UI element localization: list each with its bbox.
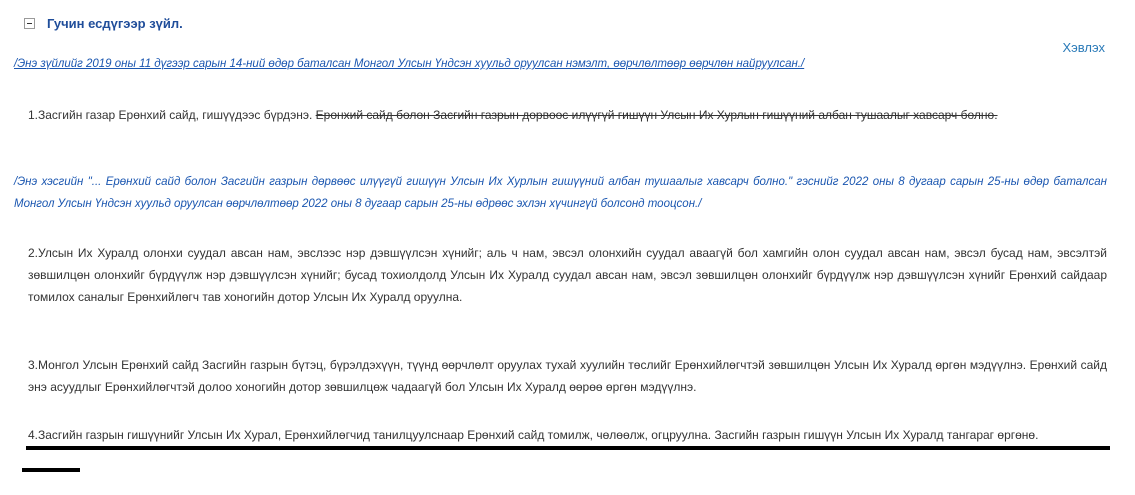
highlight-underline-short: [22, 468, 80, 472]
minus-icon[interactable]: [24, 18, 35, 29]
section-header: [24, 16, 183, 31]
print-link[interactable]: Хэвлэх: [1062, 40, 1105, 55]
clause-4: 4.Засгийн газрын гишүүнийг Улсын Их Хурал, Ерөнхийлөгчид танилцуулснаар Ерөнхий сайд томилж, чөлөөлж, огцруулна. Засгийн газрын гишүүн Улсын Их Хуралд тангараг өргөнө.: [28, 428, 1039, 442]
amendment-note: [14, 53, 1107, 75]
amendment-note-link[interactable]: /Энэ зүйлийг 2019 оны 11 дүгээр сарын 14-ний өдөр баталсан Монгол Улсын Үндсэн хуульд оруулсан нэмэлт, өөрчлөлтөөр өөрчлөн найруулсан./: [14, 58, 805, 70]
clause-1-struck-text: Ерөнхий сайд болон Засгийн газрын дөрвөөс илүүгүй гишүүн Улсын Их Хурлын гишүүний албан тушаалыг хавсарч болно.: [315, 108, 998, 122]
clause-1-text: 1.Засгийн газар Ерөнхий сайд, гишүүдээс бүрдэнэ.: [28, 108, 316, 122]
section-title: Гучин есдүгээр зүйл.: [47, 16, 183, 31]
clause-3: 3.Монгол Улсын Ерөнхий сайд Засгийн газрын бүтэц, бүрэлдэхүүн, түүнд өөрчлөлт оруулах тухай хуулийн төслийг Ерөнхийлөгчтэй зөвшилцөн Улсын Их Хуралд өргөн мэдүүлнэ. Ерөнхий сайд энэ асуудлыг Ерөнхийлөгчтэй долоо хоногийн дотор зөвшилцөж чадаагүй бол Улсын Их Хуралд өөрөө өргөн мэдүүлнэ.: [28, 358, 1107, 394]
highlight-underline: [26, 446, 1110, 450]
clause-2: 2.Улсын Их Хуралд олонхи суудал авсан нам, эвслээс нэр дэвшүүлсэн хүнийг; аль ч нам, эвсэл олонхийн суудал аваагүй бол хамгийн олон суудал авсан нам, эвсэл бусад нам, эвсэлтэй зөвшилцөн олонхийг бүрдүүлж нэр дэвшүүлсэн хүнийг; бусад тохиолдолд Улсын Их Хуралд суудал авсан нам, эвсэл зөвшилцөн олонхийг бүрдүүлж нэр дэвшүүлсэн хүнийг Ерөнхий сайдаар томилох саналыг Ерөнхийлөгч тав хоногийн дотор Улсын Их Хуралд оруулна.: [28, 246, 1107, 304]
clause-1-note: /Энэ хэсгийн "... Ерөнхий сайд болон Засгийн газрын дөрвөөс илүүгүй гишүүн Улсын Их Хурлын гишүүний албан тушаалыг хавсарч болно." гэснийг 2022 оны 8 дугаар сарын 25-ны өдөр баталсан Монгол Улсын Үндсэн хуульд оруулсан өөрчлөлтөөр 2022 оны 8 дугаар сарын 25-ны өдрөөс эхлэн хүчингүй болсонд тооцсон./: [14, 176, 1107, 210]
clause-1: [28, 104, 1107, 126]
